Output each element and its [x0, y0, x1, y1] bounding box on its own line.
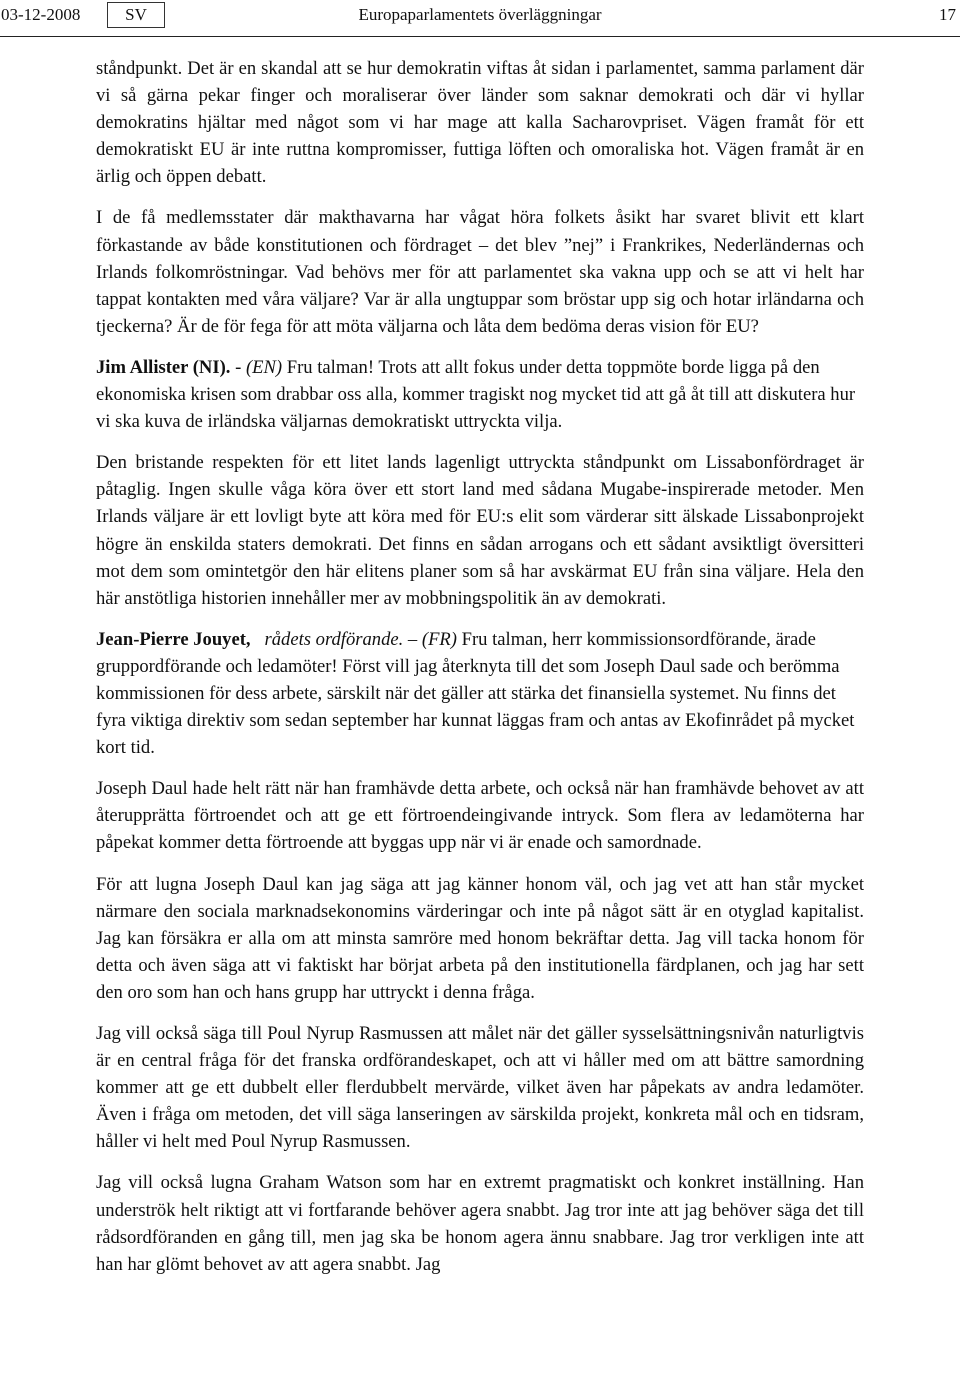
paragraph [96, 775, 864, 856]
paragraph-text: Jag vill också säga till Poul Nyrup Rasmussen att målet när det gäller sysselsättningsnivån naturligtvis är en central fråga för det franska ordförandeskapet, och att vi håller med om att bättre samordning kommer att ge ett dubbelt eller flerdubbelt mervärde, vilket även har påpekats av andra ledamöter. Även i fråga om metoden, det vill säga lanseringen av särskilda projekt, konkreta mål och en tidsram, håller vi helt med Poul Nyrup Rasmussen. [96, 1023, 864, 1153]
paragraph-text: Joseph Daul hade helt rätt när han framhävde detta arbete, och också när han framhävde behovet av att återupprätta förtroendet och att ge ett förtroendeingivande intryck. Som flera av ledamöterna har påpekat kommer detta förtroende att byggas upp när vi är enade och samordnade. [96, 778, 864, 854]
separator: – [403, 628, 422, 650]
paragraph [96, 55, 864, 190]
header-title: Europaparlamentets överläggningar [358, 5, 602, 24]
paragraph-text: I de få medlemsstater där makthavarna har vågat höra folkets åsikt har svaret blivit ett klart förkastande av både konstitutionen och fördraget – det blev ”nej” i Frankrikes, Nederländernas och Irlands folkomröstningar. Vad behövs mer för att parlamentet ska vakna upp och se att vi helt har tappat kontakten med våra väljare? Var är alla ungtuppar som bröstar upp sig och hotar irländarna och tjeckerna? Är de för fega för att möta väljarna och låta dem bedöma deras vision för EU? [96, 207, 864, 337]
paragraph-text: Fru talman! Trots att allt fokus under detta toppmöte borde ligga på den ekonomiska krisen som drabbar oss alla, kommer tragiskt nog mycket tid att gå åt till att diskutera hur vi ska kuva de irländska väljarnas demokratiskt uttryckta vilja. [96, 356, 856, 433]
paragraph [96, 1020, 864, 1155]
speaker-name: Jim Allister (NI). [96, 356, 231, 378]
document-body [96, 55, 864, 1292]
speaker-name: Jean-Pierre Jouyet, [96, 628, 251, 650]
page-header [0, 0, 960, 37]
paragraph [96, 1169, 864, 1277]
paragraph-text: Fru talman, herr kommissionsordförande, ärade gruppordförande och ledamöter! Först vill jag återknyta till det som Joseph Daul sade och berömma kommissionen för dess arbete, särskilt när det gäller att stärka det finansiella systemet. Nu finns det fyra viktiga direktiv som sedan september har kunnat läggas fram och antas av Ekofinrådet på mycket kort tid. [96, 628, 855, 759]
paragraph [96, 871, 864, 1006]
paragraph [96, 204, 864, 339]
paragraph-text: För att lugna Joseph Daul kan jag säga att jag känner honom väl, och jag vet att han står mycket närmare den sociala marknadsekonomins värderingar och inte på något sätt är en otyglad kapitalist. Jag kan försäkra er alla om att minsta samröre med honom bekräftar detta. Jag vill tacka honom för detta och även säga att vi faktiskt har börjat arbeta på den institutionella färdplanen, och jag har sett den oro som han och hans grupp har uttryckt i denna fråga. [96, 873, 864, 1003]
paragraph-text: Den bristande respekten för ett litet lands lagenligt uttryckta ståndpunkt om Lissabonfördraget är påtaglig. Ingen skulle våga köra över ett stort land med sådana Mugabe-inspirerade metoder. Men Irlands väljare är ett lovligt byte att köra med för EU:s elit som värderar sitt älskade Lissabonprojekt högre än enskilda staters demokrati. Det finns en sådan arrogans och ett sådant avsiktligt översitteri mot dem som omintetgör den här elitens planer som så har avskärmat EU från sina väljare. Hela den här anstötliga historien innehåller mer av mobbningspolitik än av demokrati. [96, 452, 864, 609]
speech-paragraph [96, 354, 864, 435]
separator: - [230, 356, 246, 378]
header-date: 03-12-2008 [1, 5, 81, 24]
paragraph-text: ståndpunkt. Det är en skandal att se hur demokratin viftas åt sidan i parlamentet, samma parlament där vi så gärna pekar finger och moraliserar över länder som saknar demokrati och där vi hyllar demokratins hjältar med något som vi har mage att kalla Sacharovpriset. Vägen framåt för ett demokratiskt EU är inte ruttna kompromisser, futtiga löften och omoraliska hot. Vägen framåt är en ärlig och öppen debatt. [96, 58, 864, 188]
language-badge: SV [107, 2, 165, 28]
speech-paragraph [96, 626, 864, 761]
speaker-role: rådets ordförande. [264, 628, 404, 650]
page-number: 17 [939, 5, 956, 24]
language-tag: (FR) [421, 628, 457, 650]
paragraph [96, 449, 864, 612]
language-tag: (EN) [245, 356, 283, 378]
paragraph-text: Jag vill också lugna Graham Watson som har en extremt pragmatiskt och konkret inställning. Han underströk helt riktigt att vi fortfarande behöver agera snabbt. Jag tror inte att jag behöver säga det till rådsordföranden en gång till, men jag ska be honom agera ännu snabbare. Jag tror verkligen inte att han har glömt behovet av att agera snabbt. Jag [96, 1172, 864, 1275]
